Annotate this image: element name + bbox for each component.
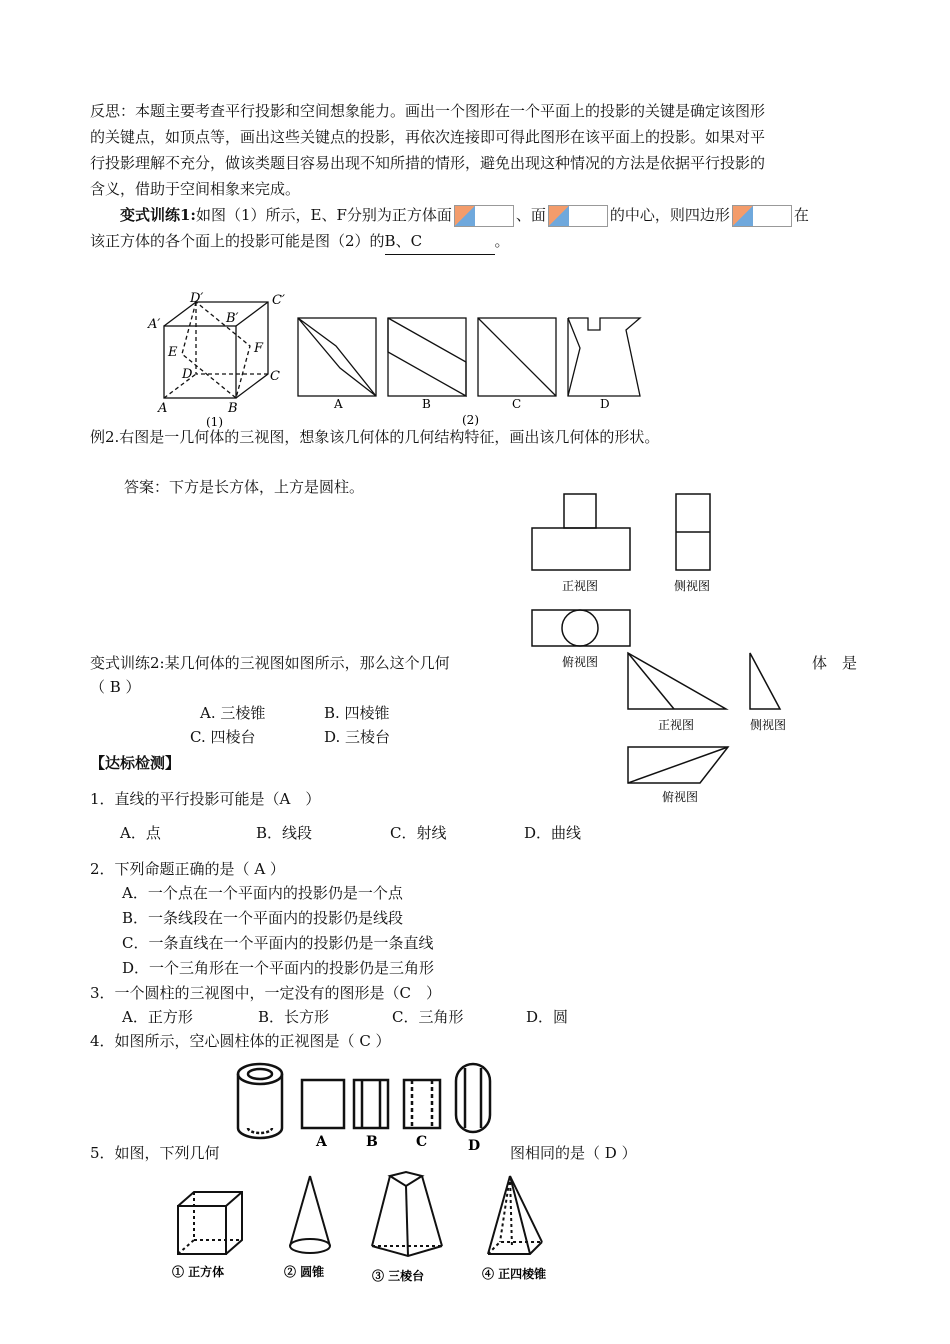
reflection-line-1: 反思：本题主要考查平行投影和空间想象能力。画出一个图形在一个平面上的投影的关键是确定该图形 [90, 102, 766, 120]
variant1-text-4: 在 [793, 206, 809, 224]
quad-def [182, 302, 250, 398]
variant2-answer: （ B ） [90, 678, 141, 696]
example2-answer: 答案：下方是长方体，上方是圆柱。 [124, 478, 365, 496]
variant1-text-3: 的中心，则四边形 [609, 206, 730, 224]
cone-left [290, 1176, 310, 1246]
caption-cube: ① 正方体 [172, 1265, 225, 1279]
q1-option-c: C．射线 [390, 824, 447, 842]
projection-a [298, 318, 376, 396]
cone-base [290, 1239, 330, 1253]
cylinder-bottom [238, 1128, 282, 1138]
option-b-rect [354, 1080, 388, 1128]
three-views-figure-2 [620, 645, 810, 805]
option-d-shape [456, 1064, 490, 1132]
q1-text: 1．直线的平行投影可能是（A ） [90, 790, 321, 808]
variant1-text-2: 、面 [515, 206, 546, 224]
variant1-line-1 [120, 202, 860, 228]
projection-b-shape [388, 318, 466, 396]
cube-front [178, 1206, 226, 1254]
label-b-prime: B′ [226, 311, 239, 326]
cube-edge-top [226, 1192, 242, 1206]
label-c-prime: C′ [272, 293, 285, 308]
frustum-front [406, 1186, 408, 1256]
q3-option-c: C．三角形 [392, 1008, 464, 1026]
variant2-option-d: D. 三棱台 [324, 728, 391, 746]
cube-edge [236, 302, 268, 326]
front-view-base [532, 528, 630, 570]
q4-label-c: C [416, 1134, 428, 1150]
section-heading: 【达标检测】 [90, 754, 181, 772]
top-view-caption: 俯视图 [562, 655, 599, 669]
example2-text: 例2.右图是一几何体的三视图，想象该几何体的几何结构特征，画出该几何体的形状。 [90, 428, 660, 446]
top-view-rect [532, 610, 630, 646]
frustum-left [372, 1176, 390, 1246]
q4-label-d: D [468, 1138, 481, 1154]
cube-hidden-2 [178, 1240, 194, 1254]
q3-option-a: A．正方形 [122, 1008, 193, 1026]
q2-option-b: B．一条线段在一个平面内的投影仍是线段 [122, 909, 404, 927]
front-view-inner-line [628, 653, 674, 709]
reflection-line-3: 行投影理解不充分，做该类题目容易出现不知所措的情形，避免出现这种情况的方法是依据平行投影的 [90, 154, 766, 172]
variant1-text-1: 如图（1）所示，E、F分别为正方体面 [195, 206, 452, 224]
label-d: D [182, 367, 193, 382]
variant2-option-b: B. 四棱锥 [324, 704, 390, 722]
label-d-prime: D′ [190, 291, 204, 306]
pyramid-edge-3 [510, 1176, 542, 1242]
side-view-triangle [750, 653, 780, 709]
option-d-label: D [600, 397, 610, 411]
pyramid-hidden-base [488, 1242, 542, 1254]
variant2-tail: 体 是 [812, 654, 858, 672]
q5-text-right: 图相同的是（ D ） [510, 1144, 637, 1162]
q4-label-b: B [366, 1134, 378, 1150]
variant1-answer: B、C [385, 228, 495, 255]
figure2-caption: (2) [462, 413, 479, 427]
projection-d [568, 318, 640, 396]
variant1-line-2-text: 该正方体的各个面上的投影可能是图（2）的 [90, 232, 385, 250]
q2-text: 2．下列命题正确的是（ A ） [90, 860, 285, 878]
frustum-right [422, 1176, 442, 1246]
quad-image-placeholder [732, 205, 792, 227]
pyramid-base [488, 1242, 542, 1254]
q2-option-a: A．一个点在一个平面内的投影仍是一个点 [122, 884, 403, 902]
cone-right [310, 1176, 330, 1246]
front-view-triangle [628, 653, 726, 709]
caption-pyramid: ④ 正四棱锥 [482, 1267, 547, 1281]
cylinder-bottom-inner [248, 1128, 272, 1133]
cylinder-top-outer [238, 1064, 282, 1084]
pyramid-height [510, 1176, 512, 1248]
projection-d-inner [568, 318, 580, 396]
q4-label-a: A [316, 1134, 327, 1150]
label-c: C [270, 369, 280, 384]
projection-a-shape [298, 318, 376, 396]
q2-option-d: D．一个三角形在一个平面内的投影仍是三角形 [122, 959, 435, 977]
q4-text: 4．如图所示，空心圆柱体的正视图是（ C ） [90, 1032, 391, 1050]
cube-back-edges [164, 302, 268, 398]
figure1-caption: (1) [206, 415, 223, 429]
front-view-caption: 正视图 [562, 579, 599, 593]
cube-front-face [164, 326, 236, 398]
projection-b [388, 318, 466, 396]
reflection-line-4: 含义，借助于空间相象来完成。 [90, 180, 301, 198]
variant1-line-2 [90, 228, 860, 255]
pyramid-edge-1 [488, 1176, 510, 1254]
variant2-text: 变式训练2:某几何体的三视图如图所示，那么这个几何 [90, 654, 450, 672]
side-view-caption-2: 侧视图 [750, 718, 787, 732]
option-a-rect [302, 1080, 344, 1128]
top-view-circle [562, 610, 598, 646]
hollow-cylinder-figure [230, 1058, 505, 1154]
frustum-top [390, 1172, 422, 1186]
label-e: E [168, 345, 178, 360]
q1-option-d: D．曲线 [524, 824, 582, 842]
front-view-top [564, 494, 596, 528]
q3-text: 3．一个圆柱的三视图中，一定没有的图形是（C ） [90, 984, 442, 1002]
q1-option-a: A．点 [120, 824, 161, 842]
cylinder-top-inner [248, 1069, 272, 1079]
side-view-caption: 侧视图 [674, 579, 711, 593]
q3-option-b: B．长方形 [258, 1008, 330, 1026]
variant2-option-c: C. 四棱台 [190, 728, 256, 746]
face-image-placeholder-2 [548, 205, 608, 227]
q5-text-left: 5．如图，下列几何 [90, 1144, 220, 1162]
option-b-label: B [422, 397, 431, 411]
reflection-line-2: 的关键点，如顶点等，画出这些关键点的投影，再依次连接即可得此图形在该平面上的投影。如果对平 [90, 128, 766, 146]
q3-option-d: D．圆 [526, 1008, 569, 1026]
option-c-rect [404, 1080, 440, 1128]
front-view-caption-2: 正视图 [658, 718, 695, 732]
variant1-label: 变式训练1: [120, 206, 196, 224]
option-a-label: A [334, 397, 343, 411]
label-b: B [228, 401, 238, 416]
cube-projection-figure [140, 290, 660, 430]
face-image-placeholder-1 [454, 205, 514, 227]
option-c-label: C [512, 397, 522, 411]
variant2-option-a: A. 三棱锥 [200, 704, 266, 722]
label-a-prime: A′ [148, 317, 161, 332]
solids-figure [160, 1168, 555, 1288]
label-a: A [158, 401, 168, 416]
caption-cone: ② 圆锥 [284, 1265, 325, 1279]
label-f: F [254, 341, 264, 356]
projection-c-shape [478, 318, 556, 396]
q1-option-b: B．线段 [256, 824, 313, 842]
q2-option-c: C．一条直线在一个平面内的投影仍是一条直线 [122, 934, 434, 952]
variant1-end: 。 [494, 232, 510, 250]
caption-frustum: ③ 三棱台 [372, 1269, 425, 1283]
top-view-caption-2: 俯视图 [662, 790, 699, 804]
